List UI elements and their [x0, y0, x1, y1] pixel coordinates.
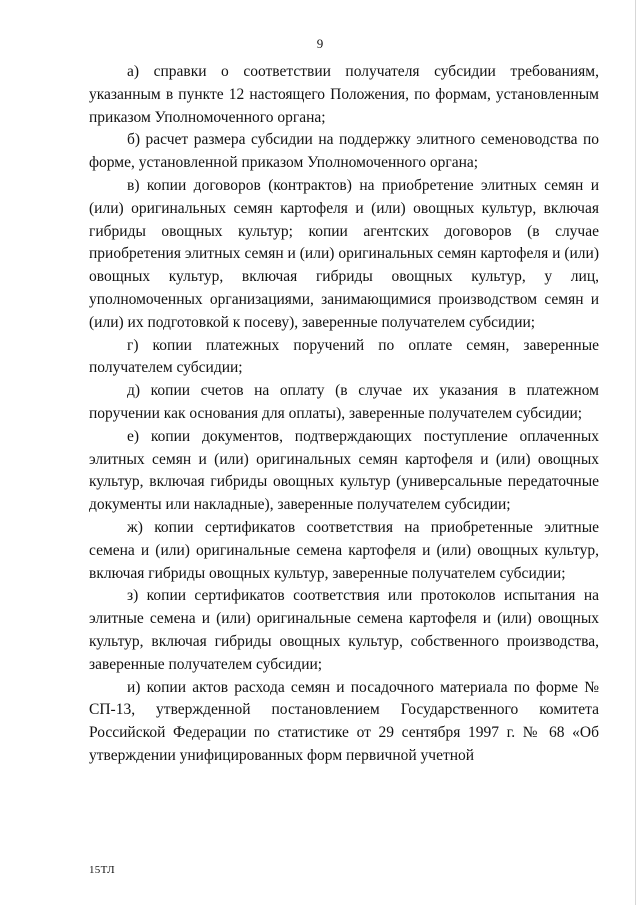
scan-edge-line [635, 0, 636, 905]
paragraph-d: д) копии счетов на оплату (в случае их указания в платежном поручении как основания для оплаты), заверенные получателем субсидии; [89, 382, 599, 422]
paragraph-g: г) копии платежных поручений по оплате семян, заверенные получателем субсидии; [89, 336, 599, 377]
paragraph-a: а) справки о соответствии получателя субсидии требованиям, указанным в пункте 12 настоящего Положения, по формам, установленным приказом Уполномоченного органа; [89, 63, 599, 126]
paragraph-z: з) копии сертификатов соответствия или протоколов испытания на элитные семена и (или) оригинальные семена картофеля и (или) овощных культур, включая гибриды овощных культур, собственного производства, заверенные получателем субсидии; [89, 587, 599, 673]
document-body [89, 61, 599, 768]
paragraph-b: б) расчет размера субсидии на поддержку элитного семеноводства по форме, установленной приказом Уполномоченного органа; [89, 131, 599, 172]
paragraph-v: в) копии договоров (контрактов) на приобретение элитных семян и (или) оригинальных семян картофеля и (или) овощных культур, включая гибриды овощных культур; копии агентских договоров (в случае приобретения элитных семян и (или) оригинальных семян картофеля и (или) овощных культур, включая гибриды овощных культур, у лиц, уполномоченных организациями, занимающимися производством семян и (или) их подготовкой к посеву), заверенные получателем субсидии; [89, 176, 599, 331]
paragraph-zh: ж) копии сертификатов соответствия на приобретенные элитные семена и (или) оригинальные семена картофеля и (или) овощных культур, включая гибриды овощных культур, заверенные получателем субсидии; [89, 518, 599, 582]
paragraph-e: е) копии документов, подтверждающих поступление оплаченных элитных семян и (или) оригинальных семян картофеля и (или) овощных культур, включая гибриды овощных культур (универсальные передаточные документы или накладные), заверенные получателем субсидии; [89, 427, 599, 514]
paragraph-i: и) копии актов расхода семян и посадочного материала по форме № СП-13, утвержденной постановлением Государственного комитета Российской Федерации по статистике от 29 сентября 1997 г. № 68 «Об утверждении унифицированных форм первичной учетной [89, 678, 599, 764]
footer-code: 15ТЛ [89, 864, 115, 876]
page-number: 9 [316, 36, 324, 51]
